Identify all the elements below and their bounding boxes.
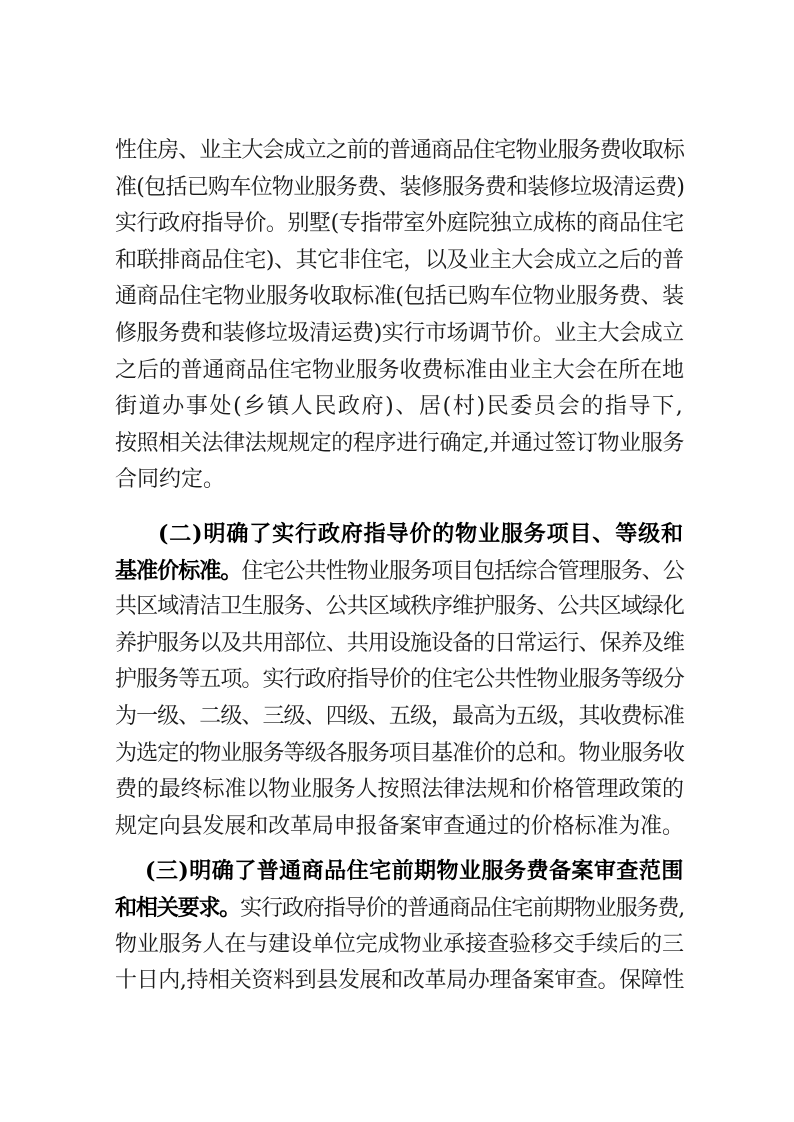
paragraph-line: 合同约定。: [115, 467, 226, 492]
paragraph-line: 为选定的物业服务等级各服务项目基准价的总和。物业服务收: [115, 741, 684, 766]
paragraph-line: 费的最终标准以物业服务人按照法律法规和价格管理政策的: [115, 777, 684, 802]
paragraph-line: 共区域清洁卫生服务、公共区域秩序维护服务、公共区域绿化: [115, 594, 684, 619]
paragraph-line: 实行政府指导价。别墅(专指带室外庭院独立成栋的商品住宅: [115, 211, 684, 236]
paragraph-line: 护服务等五项。实行政府指导价的住宅公共性物业服务等级分: [115, 667, 684, 692]
paragraph-line: 十日内,持相关资料到县发展和改革局办理备案审查。保障性: [115, 968, 685, 993]
section-2-text: 住宅公共性物业服务项目包括综合管理服务、公: [241, 559, 684, 584]
section-3-heading-tail: 和相关要求。: [115, 895, 241, 921]
section-2-heading-tail: 基准价标准。: [115, 558, 242, 584]
paragraph-line: 之后的普通商品住宅物业服务收费标准由业主大会在所在地: [115, 358, 684, 383]
section-2-lead-line: [115, 556, 684, 587]
paragraph-line: 规定向县发展和改革局申报备案审查通过的价格标准为准。: [115, 814, 684, 839]
paragraph-line: 养护服务以及共用部位、共用设施设备的日常运行、保养及维: [115, 631, 684, 656]
paragraph-line: 修服务费和装修垃圾清运费)实行市场调节价。业主大会成立: [115, 321, 684, 346]
paragraph-line: 通商品住宅物业服务收取标准(包括已购车位物业服务费、装: [115, 284, 684, 309]
paragraph-line: 准(包括已购车位物业服务费、装修服务费和装修垃圾清运费): [115, 175, 685, 200]
section-2-heading: (二)明确了实行政府指导价的物业服务项目、等级和: [158, 521, 684, 547]
section-3-lead-line: [115, 893, 684, 924]
paragraph-line: 和联排商品住宅)、其它非住宅，以及业主大会成立之后的普: [115, 248, 684, 273]
paragraph-line: 为一级、二级、三级、四级、五级，最高为五级，其收费标准: [115, 704, 684, 729]
paragraph-line: 街道办事处(乡镇人民政府)、居(村)民委员会的指导下,: [115, 394, 685, 419]
paragraph-line: 按照相关法律法规规定的程序进行确定,并通过签订物业服务: [115, 431, 685, 456]
section-3-heading: (三)明确了普通商品住宅前期物业服务费备案审查范围: [145, 858, 684, 884]
section-3-text: 实行政府指导价的普通商品住宅前期物业服务费,: [240, 896, 685, 921]
paragraph-line: 性住房、业主大会成立之前的普通商品住宅物业服务费收取标: [115, 138, 684, 163]
paragraph-line: 物业服务人在与建设单位完成物业承接查验移交手续后的三: [115, 932, 684, 957]
